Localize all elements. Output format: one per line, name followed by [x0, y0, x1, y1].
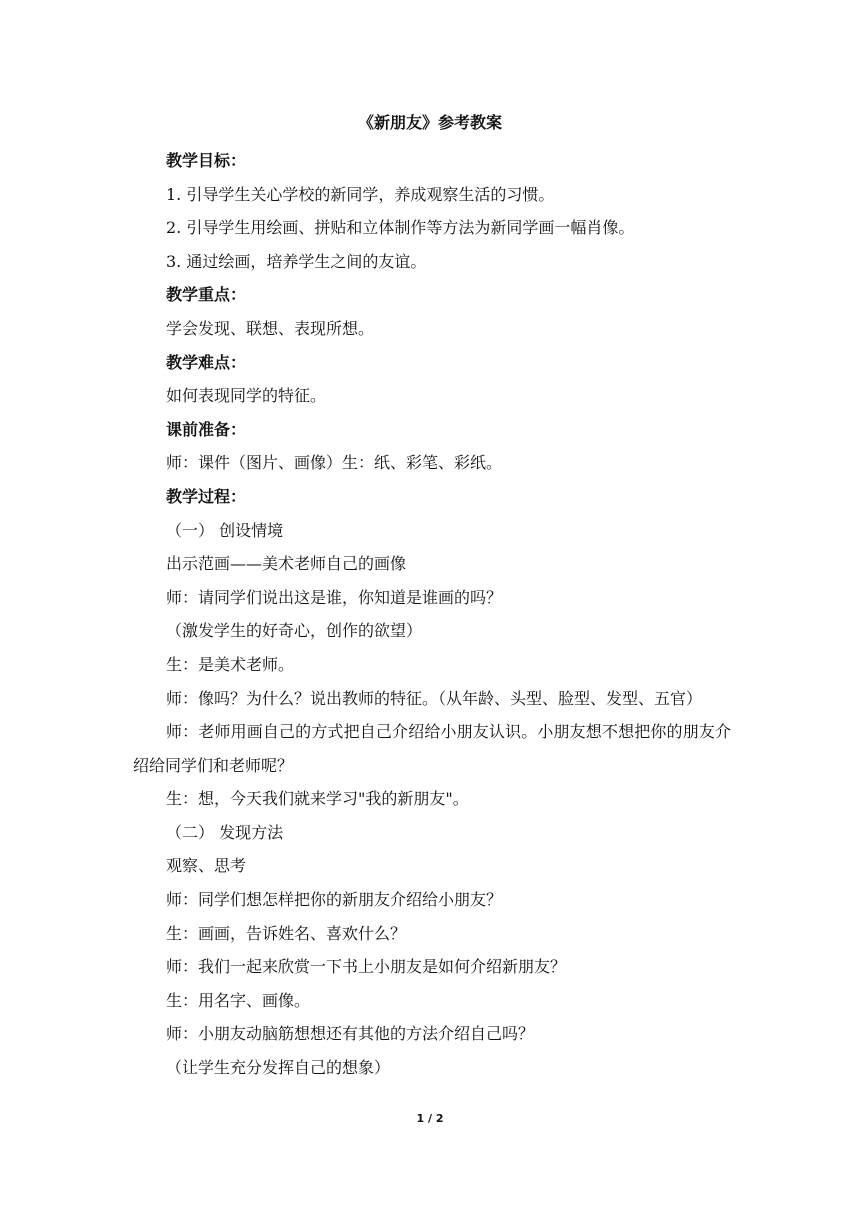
- paragraph: 师：我们一起来欣赏一下书上小朋友是如何介绍新朋友？: [166, 957, 567, 977]
- paragraph: 师：同学们想怎样把你的新朋友介绍给小朋友？: [166, 890, 503, 910]
- paragraph: 师：课件（图片、画像）生：纸、彩笔、彩纸。: [166, 453, 503, 473]
- paragraph: 生：想，今天我们就来学习"我的新朋友"。: [166, 789, 469, 809]
- paragraph: 3. 通过绘画，培养学生之间的友谊。: [166, 251, 427, 271]
- paragraph: 生：用名字、画像。: [166, 990, 311, 1010]
- paragraph: 师：像吗？为什么？说出教师的特征。（从年龄、头型、脸型、发型、五官）: [166, 688, 703, 708]
- heading-difficulties: 教学难点：: [166, 352, 247, 372]
- paragraph: 学会发现、联想、表现所想。: [166, 318, 375, 338]
- paragraph: 观察、思考: [166, 856, 247, 876]
- heading-key-points: 教学重点：: [166, 285, 247, 305]
- document-body: [133, 144, 733, 1085]
- heading-preparation: 课前准备：: [166, 419, 247, 439]
- heading-teaching-goals: 教学目标：: [166, 151, 247, 170]
- paragraph: （激发学生的好奇心，创作的欲望）: [166, 621, 423, 641]
- paragraph: 师：请同学们说出这是谁，你知道是谁画的吗？: [166, 587, 503, 607]
- heading-process: 教学过程：: [166, 486, 247, 506]
- paragraph: 出示范画——美术老师自己的画像: [166, 554, 407, 574]
- section-heading: （二） 发现方法: [166, 822, 284, 842]
- document-title: 《新朋友》参考教案: [357, 113, 502, 132]
- paragraph: 2. 引导学生用绘画、拼贴和立体制作等方法为新同学画一幅肖像。: [166, 218, 635, 238]
- paragraph: 师：老师用画自己的方式把自己介绍给小朋友认识。小朋友想不想把你的朋友介绍给同学们和老师呢？: [133, 722, 731, 775]
- paragraph: 生：是美术老师。: [166, 654, 295, 674]
- paragraph: 生：画画，告诉姓名、喜欢什么？: [166, 923, 407, 943]
- paragraph: 师：小朋友动脑筋想想还有其他的方法介绍自己吗？: [166, 1024, 535, 1044]
- paragraph: 1. 引导学生关心学校的新同学，养成观察生活的习惯。: [166, 184, 555, 204]
- page-number: 1 / 2: [416, 1112, 444, 1125]
- paragraph: 如何表现同学的特征。: [166, 386, 327, 406]
- paragraph: （让学生充分发挥自己的想象）: [166, 1058, 391, 1078]
- section-heading: （一） 创设情境: [166, 520, 284, 540]
